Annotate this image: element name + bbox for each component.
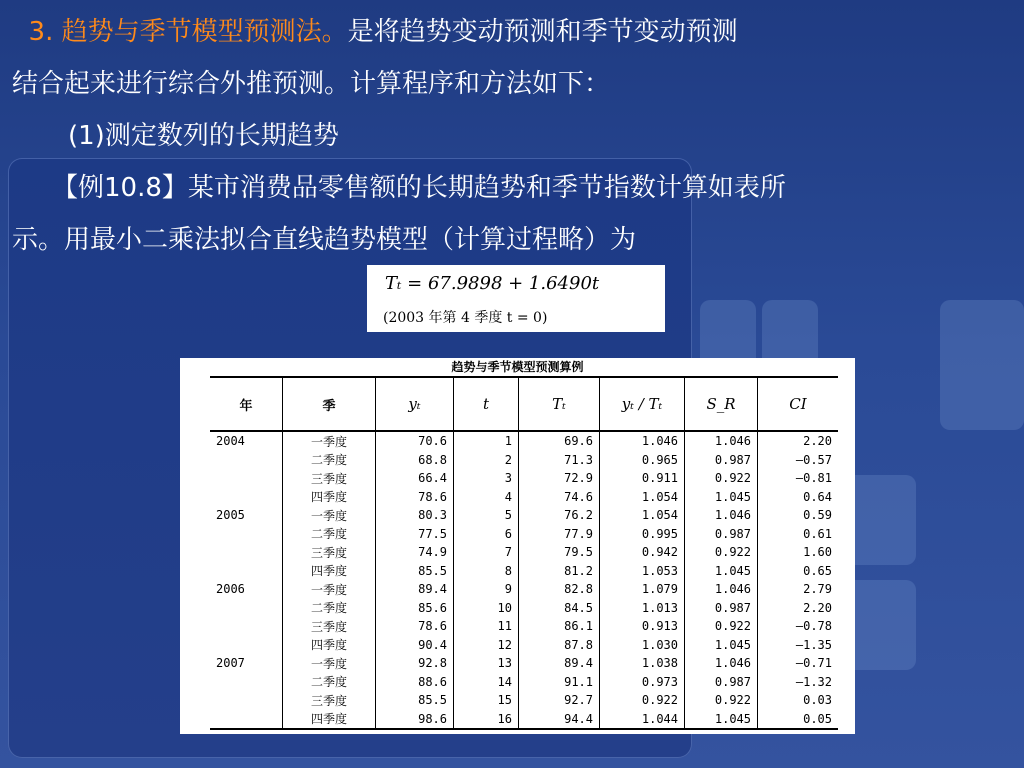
table-cell: 8 [454, 562, 519, 581]
table-cell [210, 710, 283, 730]
table-cell: 12 [454, 636, 519, 655]
table-cell: 0.922 [685, 469, 758, 488]
table-cell: 0.965 [600, 451, 685, 470]
table-cell: 85.6 [376, 599, 454, 618]
table-cell: 88.6 [376, 673, 454, 692]
table-cell: 四季度 [283, 488, 376, 507]
table-cell: 0.942 [600, 543, 685, 562]
table-cell: 2007 [216, 656, 245, 671]
table-row [210, 506, 838, 525]
table-cell: 1.030 [600, 636, 685, 655]
table-row [210, 599, 838, 618]
table-row [210, 543, 838, 562]
table-cell: 6 [454, 525, 519, 544]
table-cell: 86.1 [519, 617, 600, 636]
table-cell: 0.922 [685, 691, 758, 710]
table-cell: 0.65 [758, 562, 839, 581]
table-cell: 72.9 [519, 469, 600, 488]
table-row [210, 691, 838, 710]
table-cell: 2.79 [758, 580, 839, 599]
table-cell: 0.973 [600, 673, 685, 692]
table-cell: 0.922 [685, 543, 758, 562]
table-cell: 7 [454, 543, 519, 562]
table-cell: 二季度 [283, 525, 376, 544]
table-header-cell: S_R [685, 377, 758, 431]
table-cell: 2005 [216, 508, 245, 523]
trend-formula [367, 265, 665, 332]
table-cell: —1.32 [758, 673, 839, 692]
table-cell: 0.64 [758, 488, 839, 507]
table-cell: —1.35 [758, 636, 839, 655]
table-cell: 0.987 [685, 673, 758, 692]
table-cell: 1.045 [685, 636, 758, 655]
table-cell: 79.5 [519, 543, 600, 562]
table-cell: 15 [454, 691, 519, 710]
table-cell: 0.05 [758, 710, 839, 730]
table-cell: —0.71 [758, 654, 839, 673]
forecast-table-image [180, 358, 855, 734]
table-cell: 0.59 [758, 506, 839, 525]
formula-equation: Tₜ = 67.9898 + 1.6490t [385, 273, 600, 294]
text-line-5: 示。用最小二乘法拟合直线趋势模型（计算过程略）为 [12, 225, 637, 255]
table-cell: 四季度 [283, 636, 376, 655]
table-cell: 16 [454, 710, 519, 730]
table-row [210, 617, 838, 636]
table-cell: 89.4 [519, 654, 600, 673]
table-cell: 1.046 [685, 431, 758, 451]
table-cell: 78.6 [376, 617, 454, 636]
table-row [210, 673, 838, 692]
formula-note: (2003 年第 4 季度 t = 0) [383, 310, 548, 326]
table-header-cell: Tₜ [519, 377, 600, 431]
table-cell: 85.5 [376, 691, 454, 710]
table-cell: 80.3 [376, 506, 454, 525]
text-line-2: 结合起来进行综合外推预测。计算程序和方法如下： [12, 69, 611, 99]
text-line-3: (1)测定数列的长期趋势 [68, 121, 339, 151]
table-cell: 1.053 [600, 562, 685, 581]
table-header-cell: CI [758, 377, 839, 431]
table-cell: 0.922 [685, 617, 758, 636]
table-row [210, 488, 838, 507]
table-cell: 1.038 [600, 654, 685, 673]
table-cell: 77.9 [519, 525, 600, 544]
table-cell: 84.5 [519, 599, 600, 618]
table-row [210, 654, 838, 673]
table-cell: 0.922 [600, 691, 685, 710]
table-cell: —0.81 [758, 469, 839, 488]
table-cell [210, 673, 283, 692]
table-cell: 1 [454, 431, 519, 451]
table-cell: 1.045 [685, 562, 758, 581]
table-cell: 一季度 [283, 506, 376, 525]
table-cell: 70.6 [376, 431, 454, 451]
table-cell [210, 469, 283, 488]
table-cell: 87.8 [519, 636, 600, 655]
table-cell: 91.1 [519, 673, 600, 692]
table-cell: 66.4 [376, 469, 454, 488]
section-label: 3. 趋势与季节模型预测法。 [28, 17, 348, 47]
table-cell: 74.9 [376, 543, 454, 562]
table-row [210, 431, 838, 451]
table-cell: 2.20 [758, 431, 839, 451]
table-cell [210, 617, 283, 636]
table-cell [210, 543, 283, 562]
table-cell: 89.4 [376, 580, 454, 599]
table-title: 趋势与季节模型预测算例 [451, 360, 584, 374]
table-cell: 四季度 [283, 710, 376, 730]
table-cell: 71.3 [519, 451, 600, 470]
table-cell: 1.044 [600, 710, 685, 730]
table-cell: 14 [454, 673, 519, 692]
table-cell: 1.013 [600, 599, 685, 618]
table-header-cell: t [454, 377, 519, 431]
table-cell: 二季度 [283, 599, 376, 618]
text-line-1: 3. 趋势与季节模型预测法。是将趋势变动预测和季节变动预测 [28, 17, 738, 47]
table-cell: 0.61 [758, 525, 839, 544]
table-cell [210, 488, 283, 507]
table-cell [210, 562, 283, 581]
table-header-cell: 年 [210, 377, 283, 431]
table-cell: —0.78 [758, 617, 839, 636]
table-cell: 三季度 [283, 469, 376, 488]
table-row [210, 525, 838, 544]
table-cell: 2006 [216, 582, 245, 597]
slide-text [12, 6, 1012, 266]
table-cell: 三季度 [283, 617, 376, 636]
table-cell [210, 636, 283, 655]
table-cell: 1.079 [600, 580, 685, 599]
table-row [210, 580, 838, 599]
table-cell: 0.911 [600, 469, 685, 488]
table-cell: 1.046 [685, 580, 758, 599]
table-cell: 1.046 [685, 506, 758, 525]
table-row [210, 636, 838, 655]
table-cell: 82.8 [519, 580, 600, 599]
table-cell: 4 [454, 488, 519, 507]
table-cell: 0.987 [685, 525, 758, 544]
table-cell: 81.2 [519, 562, 600, 581]
table-row [210, 562, 838, 581]
table-header-cell: 季 [283, 377, 376, 431]
table-cell: 2004 [216, 434, 245, 449]
table-cell: 68.8 [376, 451, 454, 470]
table-cell: 二季度 [283, 451, 376, 470]
background-tile [940, 300, 1024, 430]
table-cell: 1.054 [600, 506, 685, 525]
table-cell: 85.5 [376, 562, 454, 581]
table-cell: 13 [454, 654, 519, 673]
table-cell: 二季度 [283, 673, 376, 692]
table-row [210, 710, 838, 730]
table-cell: 78.6 [376, 488, 454, 507]
table-cell: 10 [454, 599, 519, 618]
table-cell [210, 599, 283, 618]
table-cell [210, 691, 283, 710]
table-cell: 0.987 [685, 599, 758, 618]
table-cell [210, 451, 283, 470]
table-cell: 一季度 [283, 654, 376, 673]
table-cell: 1.054 [600, 488, 685, 507]
table-cell: 1.045 [685, 710, 758, 730]
table-cell: 三季度 [283, 691, 376, 710]
table-cell: 3 [454, 469, 519, 488]
table-row [210, 469, 838, 488]
table-cell: 一季度 [283, 580, 376, 599]
table-cell: 90.4 [376, 636, 454, 655]
table-cell: 92.8 [376, 654, 454, 673]
table-cell: 92.7 [519, 691, 600, 710]
table-cell: 2.20 [758, 599, 839, 618]
table-cell: 5 [454, 506, 519, 525]
table-cell: 1.045 [685, 488, 758, 507]
table-cell: 77.5 [376, 525, 454, 544]
table-cell: 一季度 [283, 431, 376, 451]
table-cell: —0.57 [758, 451, 839, 470]
text-line-4: 【例10.8】某市消费品零售额的长期趋势和季节指数计算如表所 [52, 173, 786, 203]
table-cell: 0.03 [758, 691, 839, 710]
table-cell: 0.987 [685, 451, 758, 470]
table-cell: 94.4 [519, 710, 600, 730]
table-cell: 76.2 [519, 506, 600, 525]
table-cell: 四季度 [283, 562, 376, 581]
table-cell: 1.60 [758, 543, 839, 562]
table-cell: 2 [454, 451, 519, 470]
table-cell: 1.046 [600, 431, 685, 451]
table-cell: 74.6 [519, 488, 600, 507]
table-cell: 1.046 [685, 654, 758, 673]
table-header-row [210, 377, 838, 431]
table-row [210, 451, 838, 470]
table-cell: 9 [454, 580, 519, 599]
forecast-table [210, 376, 838, 730]
table-cell: 69.6 [519, 431, 600, 451]
table-cell: 0.913 [600, 617, 685, 636]
table-cell: 0.995 [600, 525, 685, 544]
table-cell: 11 [454, 617, 519, 636]
table-cell [210, 525, 283, 544]
table-cell: 98.6 [376, 710, 454, 730]
table-header-cell: yₜ / Tₜ [600, 377, 685, 431]
table-header-cell: yₜ [376, 377, 454, 431]
table-cell: 三季度 [283, 543, 376, 562]
